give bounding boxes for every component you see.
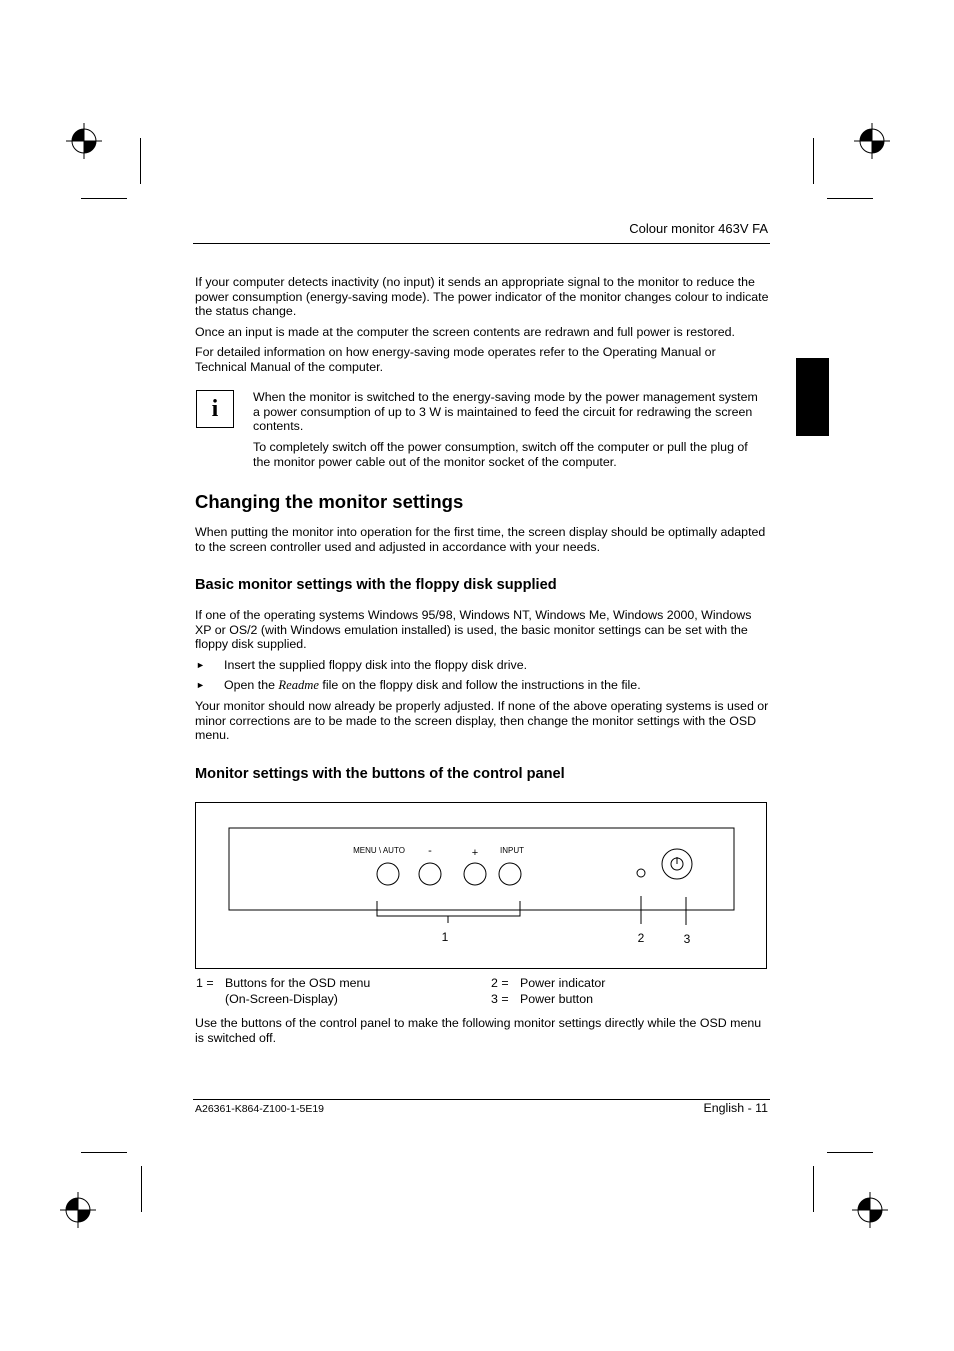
bullet-item-2: Open the Readme file on the floppy disk and follow the instructions in the file. bbox=[224, 678, 641, 692]
control-heading: Monitor settings with the buttons of the control panel bbox=[195, 766, 565, 782]
floppy-paragraph-1: If one of the operating systems Windows 95/98, Windows NT, Windows Me, Windows 2000, Windows XP or OS/2 (with Windows emulation installed) is used, the basic monitor settings can be set with the floppy disk supplied. bbox=[195, 608, 752, 652]
section-intro: When putting the monitor into operation for the first time, the screen display should be optimally adapted to the screen controller used and adjusted in accordance with your needs. bbox=[195, 525, 766, 554]
input-label: INPUT bbox=[500, 846, 524, 855]
crop-mark bbox=[813, 1166, 814, 1212]
bullet-arrow-icon: ► bbox=[196, 680, 205, 690]
intro-paragraph-2: Once an input is made at the computer the screen contents are redrawn and full power is restored. bbox=[195, 325, 735, 339]
control-paragraph: Use the buttons of the control panel to make the following monitor settings directly while the OSD menu is switched off. bbox=[195, 1016, 762, 1045]
registration-mark-icon bbox=[854, 123, 890, 159]
readme-filename: Readme bbox=[278, 678, 319, 692]
callout-1: 1 bbox=[441, 930, 449, 944]
intro-paragraph-1: If your computer detects inactivity (no input) it sends an appropriate signal to the monitor to reduce the power consumption (energy-saving mode). The power indicator of the monitor changes colour to indicate the status change. bbox=[195, 275, 769, 319]
menu-auto-label: MENU \ AUTO bbox=[353, 846, 405, 855]
legend-value-2: Power indicator bbox=[520, 976, 606, 990]
bullet-arrow-icon: ► bbox=[196, 660, 205, 670]
legend-value-1a: Buttons for the OSD menu bbox=[225, 976, 371, 990]
header-rule bbox=[193, 243, 770, 244]
crop-mark bbox=[827, 198, 873, 199]
info-paragraph-1: When the monitor is switched to the energy-saving mode by the power management system a power consumption of up to 3 W is maintained to feed the circuit for redrawing the screen contents. bbox=[253, 390, 758, 434]
floppy-paragraph-2: Your monitor should now already be properly adjusted. If none of the above operating systems is used or minor corrections are to be made to the screen display, then change the monitor settings with the OSD menu. bbox=[195, 699, 769, 743]
crop-mark bbox=[827, 1152, 873, 1153]
footer-doc-id: A26361-K864-Z100-1-5E19 bbox=[195, 1103, 325, 1115]
plus-label: + bbox=[471, 847, 479, 859]
menu-auto-button bbox=[377, 863, 399, 885]
footer-rule bbox=[193, 1099, 770, 1100]
floppy-heading: Basic monitor settings with the floppy disk supplied bbox=[195, 577, 557, 593]
legend-value-3: Power button bbox=[520, 992, 594, 1006]
thumb-index-tab bbox=[796, 358, 829, 436]
legend-key-3: 3 = bbox=[491, 992, 509, 1006]
crop-mark bbox=[81, 1152, 127, 1153]
info-paragraph-2: To completely switch off the power consumption, switch off the computer or pull the plug of the monitor power cable out of the monitor socket of the computer. bbox=[253, 440, 748, 469]
crop-mark bbox=[141, 1166, 142, 1212]
plus-button bbox=[464, 863, 486, 885]
registration-mark-icon bbox=[60, 1192, 96, 1228]
crop-mark bbox=[81, 198, 127, 199]
footer-page-number: English - 11 bbox=[703, 1101, 768, 1115]
input-button bbox=[499, 863, 521, 885]
legend-key-2: 2 = bbox=[491, 976, 509, 990]
bullet-item-1: Insert the supplied floppy disk into the floppy disk drive. bbox=[224, 658, 528, 672]
intro-paragraph-3: For detailed information on how energy-saving mode operates refer to the Operating Manual or Technical Manual of the computer. bbox=[195, 345, 716, 374]
control-panel-diagram bbox=[195, 802, 767, 969]
crop-mark bbox=[813, 138, 814, 184]
info-icon: i bbox=[196, 390, 234, 428]
registration-mark-icon bbox=[852, 1192, 888, 1228]
callout-3: 3 bbox=[683, 932, 691, 946]
header-title: Colour monitor 463V FA bbox=[629, 221, 768, 236]
legend-key-1: 1 = bbox=[196, 976, 214, 990]
section-title: Changing the monitor settings bbox=[195, 491, 464, 512]
minus-label: - bbox=[428, 845, 432, 857]
registration-mark-icon bbox=[66, 123, 102, 159]
callout-2: 2 bbox=[637, 931, 645, 945]
crop-mark bbox=[140, 138, 141, 184]
legend-value-1b: (On-Screen-Display) bbox=[225, 992, 338, 1006]
power-indicator bbox=[637, 869, 645, 877]
minus-button bbox=[419, 863, 441, 885]
